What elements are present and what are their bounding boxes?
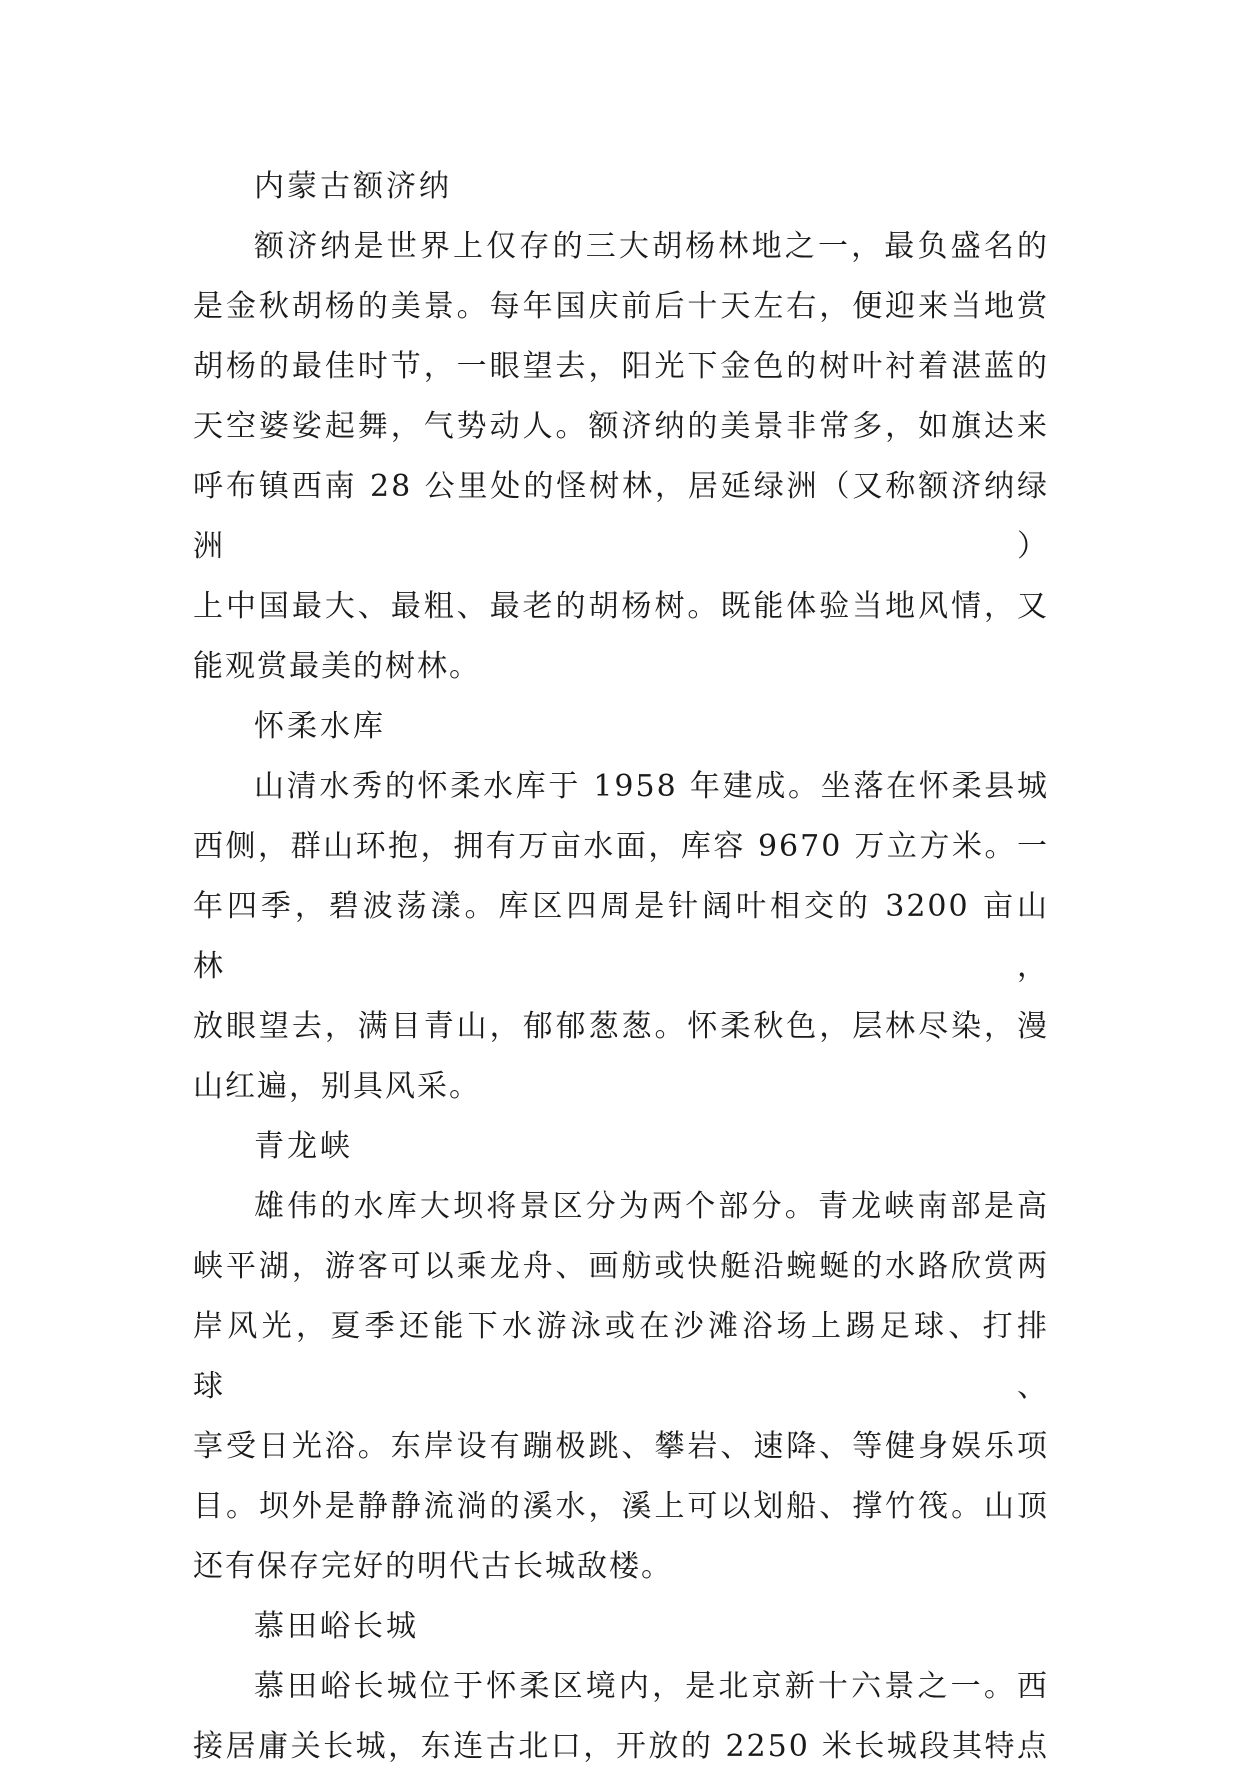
section-paragraph (193, 1177, 1049, 1597)
paragraph-line: 享受日光浴。东岸设有蹦极跳、攀岩、速降、等健身娱乐项 (193, 1429, 1049, 1464)
paragraph-line: 放眼望去，满目青山，郁郁葱葱。怀柔秋色，层林尽染，漫 (193, 1009, 1049, 1044)
paragraph-line: 天空婆娑起舞，气势动人。额济纳的美景非常多，如旗达来 (193, 409, 1049, 444)
paragraph-line: 慕田峪长城位于怀柔区境内，是北京新十六景之一。西 (254, 1669, 1049, 1704)
paragraph-line: 西侧，群山环抱，拥有万亩水面，库容 9670 万立方米。一 (193, 829, 1049, 864)
paragraph-line: 山清水秀的怀柔水库于 1958 年建成。坐落在怀柔县城 (254, 769, 1049, 804)
paragraph-line: 山红遍，别具风采。 (193, 1069, 481, 1104)
paragraph-line: 胡杨的最佳时节，一眼望去，阳光下金色的树叶衬着湛蓝的 (193, 349, 1049, 384)
paragraph-line: 上中国最大、最粗、最老的胡杨树。既能体验当地风情，又 (193, 589, 1049, 624)
section-heading: 怀柔水库 (254, 709, 386, 744)
paragraph-line: 额济纳是世界上仅存的三大胡杨林地之一，最负盛名的 (254, 229, 1049, 264)
section-heading: 慕田峪长城 (254, 1609, 419, 1644)
paragraph-line: 还有保存完好的明代古长城敌楼。 (193, 1549, 673, 1584)
paragraph-line: 是金秋胡杨的美景。每年国庆前后十天左右，便迎来当地赏 (193, 289, 1049, 324)
section-heading: 青龙峡 (254, 1129, 353, 1164)
paragraph-line: 目。坝外是静静流淌的溪水，溪上可以划船、撑竹筏。山顶 (193, 1489, 1049, 1524)
paragraph-line: 年四季，碧波荡漾。库区四周是针阔叶相交的 3200 亩山林， (193, 889, 1049, 984)
section-heading: 内蒙古额济纳 (254, 169, 452, 204)
paragraph-line: 岸风光，夏季还能下水游泳或在沙滩浴场上踢足球、打排球、 (193, 1309, 1049, 1404)
paragraph-line: 峡平湖，游客可以乘龙舟、画舫或快艇沿蜿蜒的水路欣赏两 (193, 1249, 1049, 1284)
section-paragraph (193, 1657, 1049, 1777)
section-paragraph (193, 757, 1049, 1117)
document-body (193, 157, 1049, 1777)
paragraph-line: 能观赏最美的树林。 (193, 649, 481, 684)
paragraph-line: 雄伟的水库大坝将景区分为两个部分。青龙峡南部是高 (254, 1189, 1049, 1224)
paragraph-line: 呼布镇西南 28 公里处的怪树林，居延绿洲（又称额济纳绿洲） (193, 469, 1049, 564)
section-paragraph (193, 217, 1049, 697)
paragraph-line: 接居庸关长城，东连古北口，开放的 2250 米长城段其特点 (193, 1729, 1049, 1764)
